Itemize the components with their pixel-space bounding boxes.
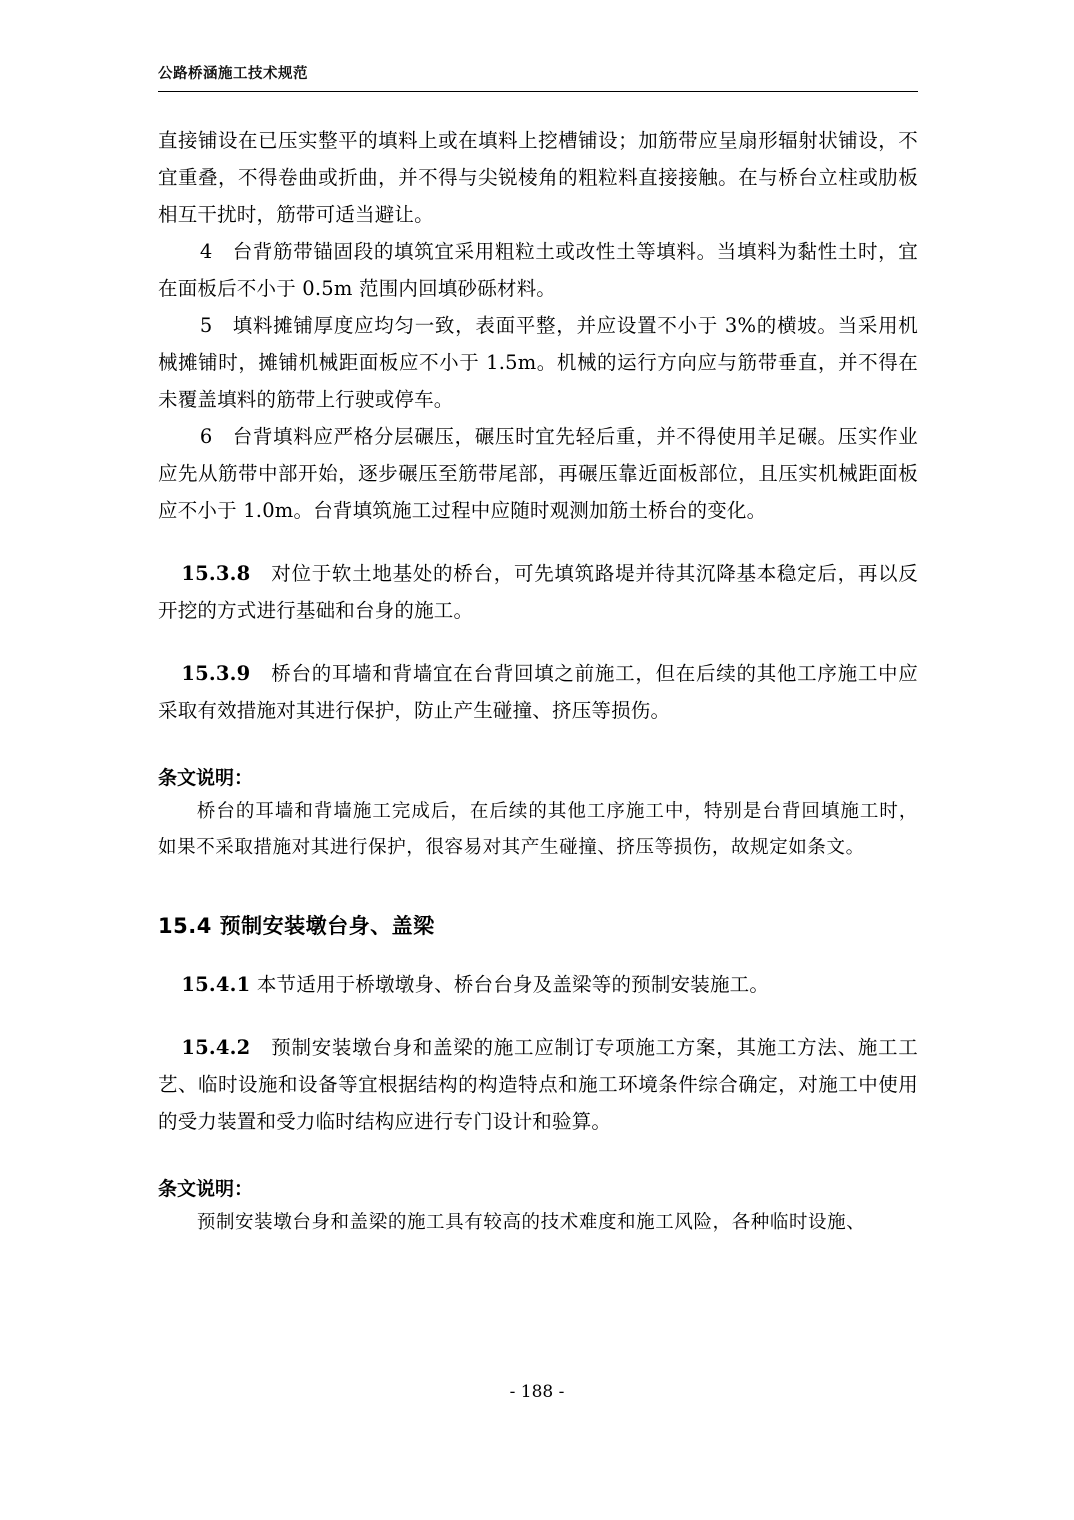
clause-text: 桥台的耳墙和背墙宜在台背回填之前施工，但在后续的其他工序施工中应采取有效措施对其进行保护，防止产生碰撞、挤压等损伤。 — [158, 662, 918, 722]
header-divider — [158, 91, 918, 92]
section-heading-15-4: 15.4 预制安装墩台身、盖梁 — [158, 914, 435, 938]
clause-text: 预制安装墩台身和盖梁的施工应制订专项施工方案，其施工方法、施工工艺、临时设施和设备等宜根据结构的构造特点和施工环境条件综合确定，对施工中使用的受力装置和受力临时结构应进行专门设计和验算。 — [158, 1036, 918, 1133]
clause-text: 对位于软土地基处的桥台，可先填筑路堤并待其沉降基本稳定后，再以反开挖的方式进行基础和台身的施工。 — [158, 562, 918, 622]
page-content — [158, 62, 918, 1241]
running-header: 公路桥涵施工技术规范 — [158, 66, 308, 82]
clause-15-3-9 — [158, 655, 918, 729]
clause-number: 15.3.8 — [181, 562, 251, 585]
clause-15-3-8 — [158, 555, 918, 629]
page-footer: - 188 - — [509, 1382, 565, 1402]
clause-15-4-2 — [158, 1029, 918, 1140]
clause-15-4-1 — [158, 966, 918, 1003]
note-heading-2: 条文说明： — [158, 1178, 254, 1200]
clause-number: 15.4.2 — [181, 1036, 251, 1059]
clause-text: 本节适用于桥墩墩身、桥台台身及盖梁等的预制安装施工。 — [256, 973, 770, 996]
note-heading-1: 条文说明： — [158, 767, 254, 789]
paragraph-continued: 直接铺设在已压实整平的填料上或在填料上挖槽铺设；加筋带应呈扇形辐射状铺设，不宜重叠，不得卷曲或折曲，并不得与尖锐棱角的粗粒料直接接触。在与桥台立柱或肋板相互干扰时，筋带可适当避让。 — [158, 129, 918, 226]
note-body-2: 预制安装墩台身和盖梁的施工具有较高的技术难度和施工风险，各种临时设施、 — [196, 1212, 866, 1233]
list-item-4: 4 台背筋带锚固段的填筑宜采用粗粒土或改性土等填料。当填料为黏性土时，宜在面板后不小于 0.5m 范围内回填砂砾材料。 — [158, 240, 918, 300]
clause-number: 15.3.9 — [181, 662, 251, 685]
note-body-1: 桥台的耳墙和背墙施工完成后，在后续的其他工序施工中，特别是台背回填施工时，如果不采取措施对其进行保护，很容易对其产生碰撞、挤压等损伤，故规定如条文。 — [158, 801, 918, 858]
clause-number: 15.4.1 — [181, 973, 251, 996]
list-item-6: 6 台背填料应严格分层碾压，碾压时宜先轻后重，并不得使用羊足碾。压实作业应先从筋带中部开始，逐步碾压至筋带尾部，再碾压靠近面板部位，且压实机械距面板应不小于 1.0m。台背填筑施工过程中应随时观测加筋土桥台的变化。 — [158, 425, 918, 522]
list-item-5: 5 填料摊铺厚度应均匀一致，表面平整，并应设置不小于 3%的横坡。当采用机械摊铺时，摊铺机械距面板应不小于 1.5m。机械的运行方向应与筋带垂直，并不得在未覆盖填料的筋带上行驶或停车。 — [158, 314, 918, 411]
